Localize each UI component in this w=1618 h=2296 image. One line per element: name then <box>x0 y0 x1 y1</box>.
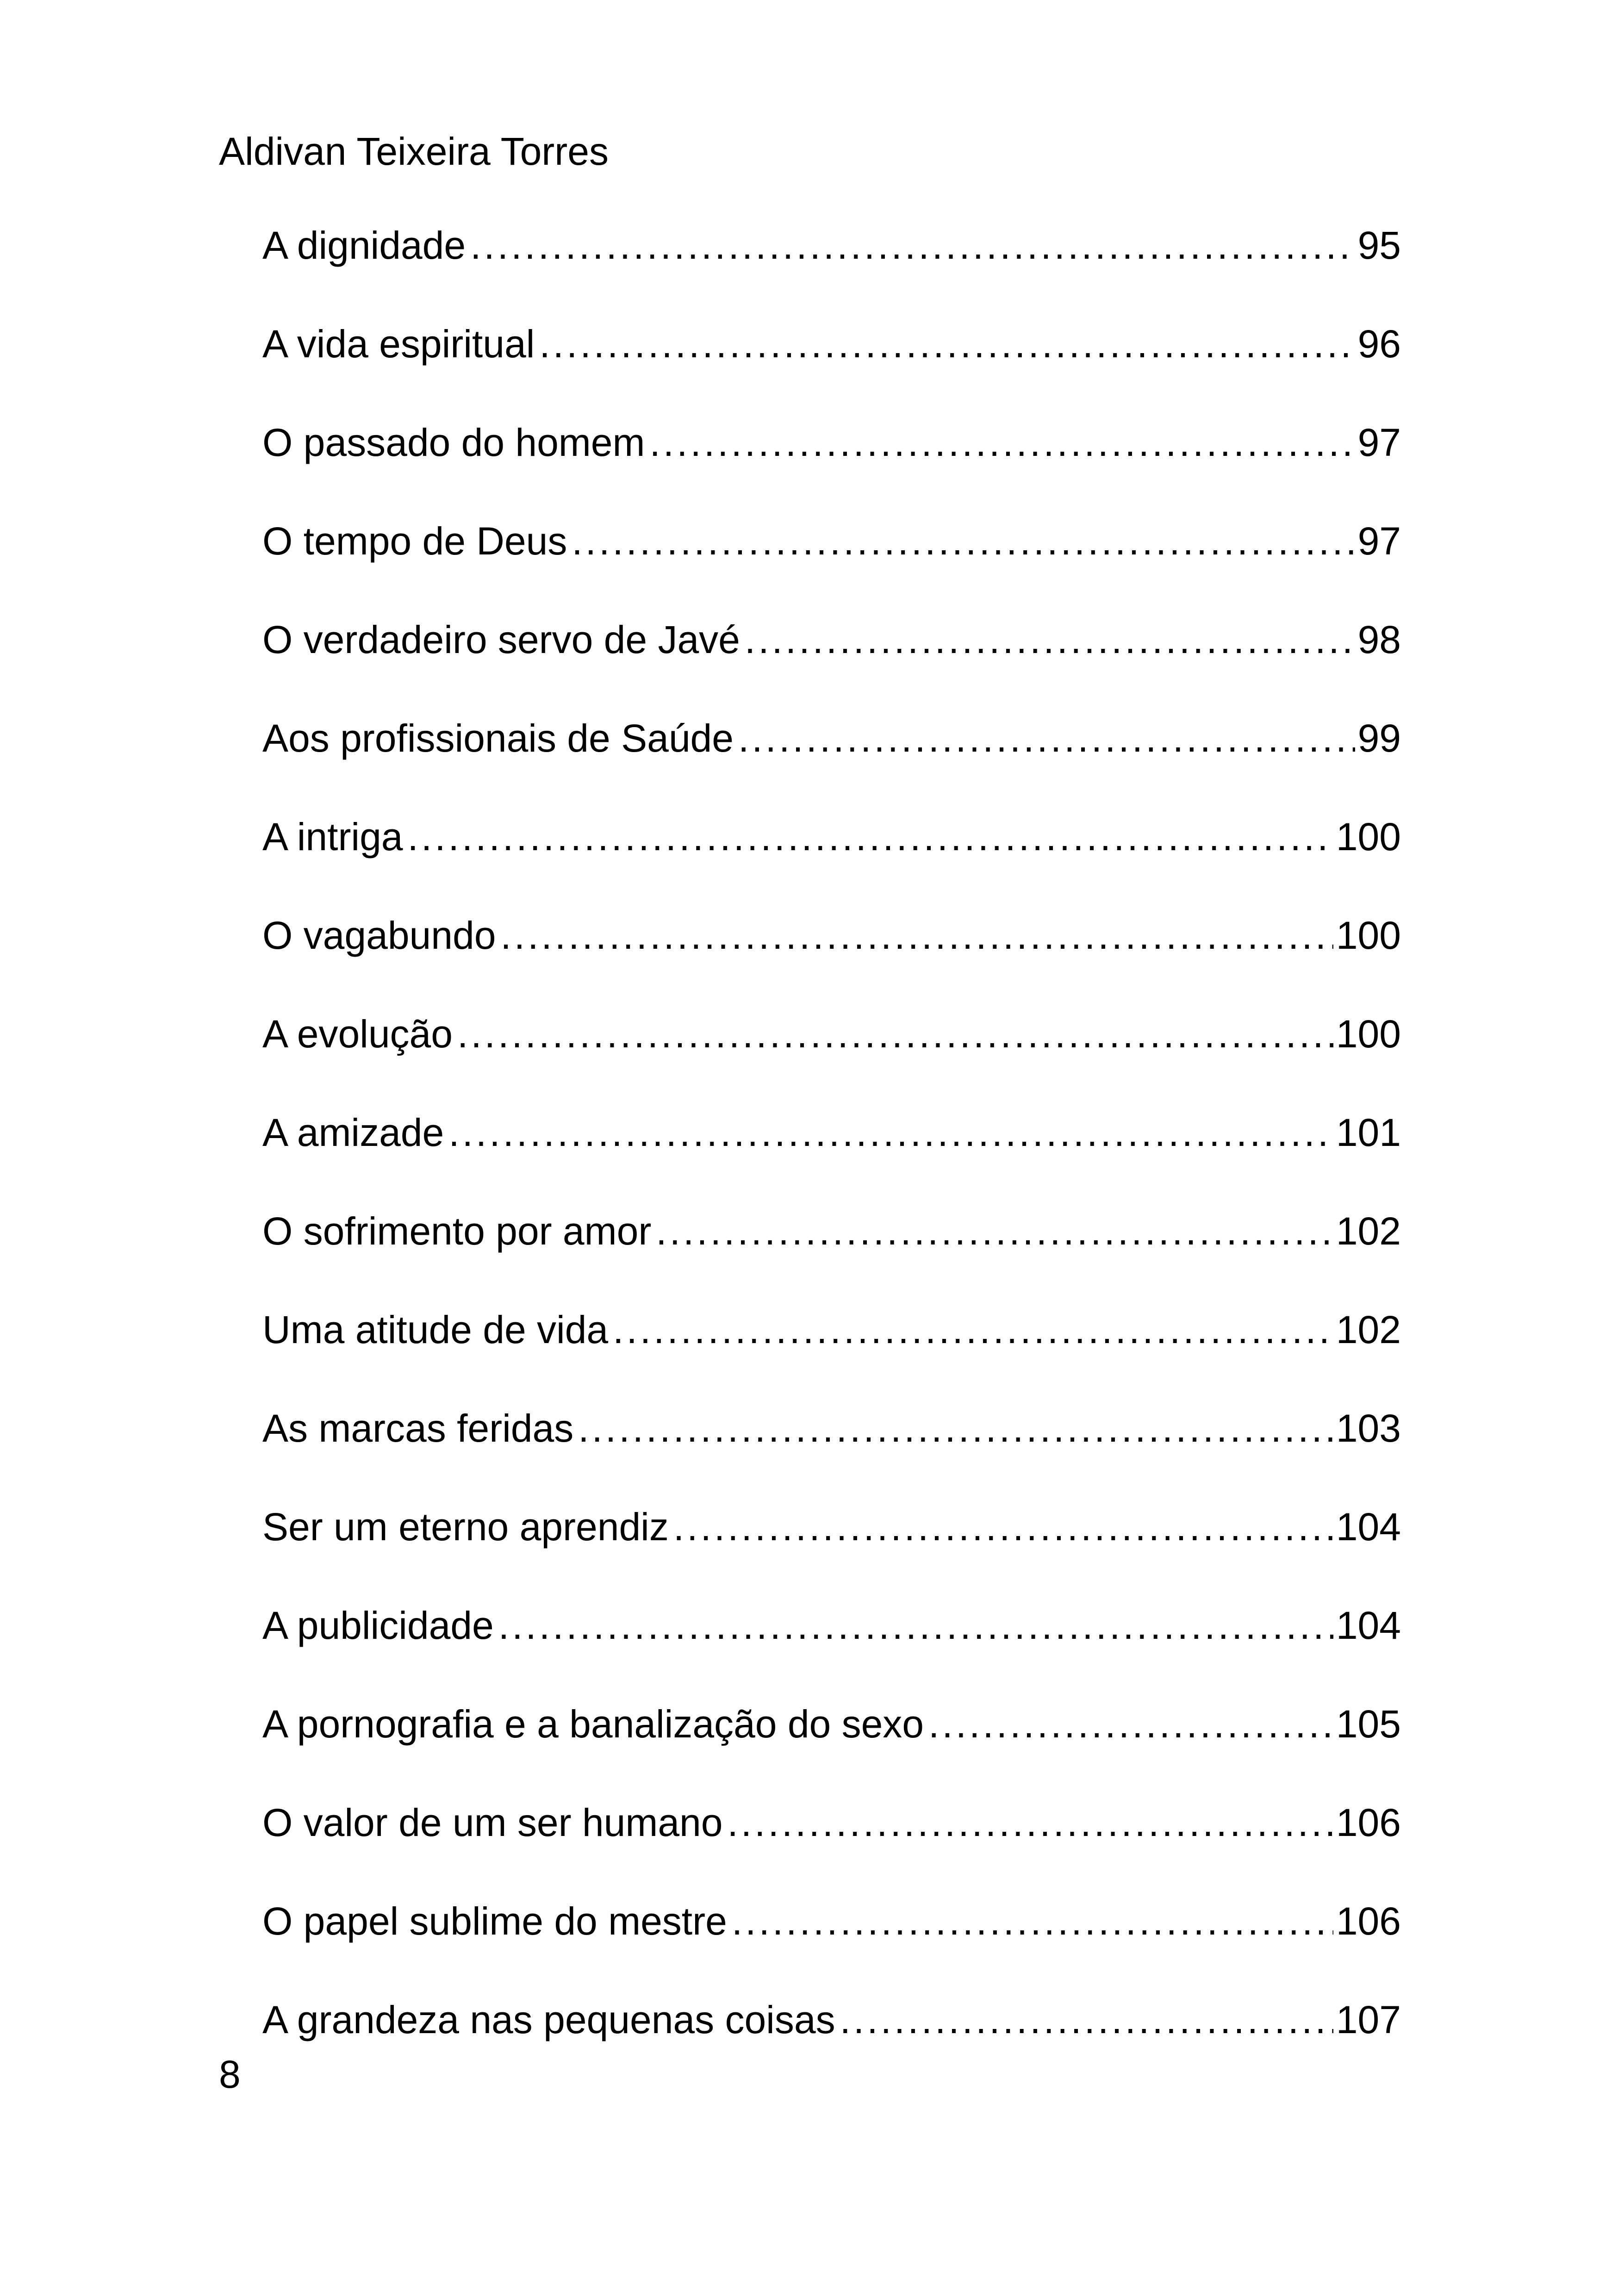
toc-entry-page: 100 <box>1336 1012 1401 1056</box>
toc-entry-title: O verdadeiro servo de Javé <box>262 618 740 661</box>
toc-entry[interactable] <box>262 218 1401 273</box>
toc-entry[interactable] <box>262 1006 1401 1062</box>
toc-dot-leader <box>656 1203 1333 1259</box>
toc-dot-leader <box>613 1302 1333 1357</box>
toc-entry[interactable] <box>262 710 1401 766</box>
toc-entry-page: 100 <box>1336 815 1401 859</box>
toc-entry-title: O vagabundo <box>262 914 496 957</box>
toc-entry-page: 105 <box>1336 1702 1401 1746</box>
toc-entry[interactable] <box>262 1302 1401 1357</box>
toc-dot-leader <box>539 316 1355 372</box>
toc-entry[interactable] <box>262 316 1401 372</box>
toc-entry[interactable] <box>262 1893 1401 1949</box>
toc-entry[interactable] <box>262 612 1401 667</box>
toc-entry-title: A grandeza nas pequenas coisas <box>262 1998 835 2041</box>
toc-entry-page: 97 <box>1357 519 1401 563</box>
toc-entry[interactable] <box>262 1696 1401 1752</box>
toc-dot-leader <box>578 1400 1333 1456</box>
toc-entry-title: A vida espiritual <box>262 322 535 366</box>
toc-entry[interactable] <box>262 1499 1401 1555</box>
toc-entry[interactable] <box>262 1203 1401 1259</box>
toc-entry-title: O valor de um ser humano <box>262 1801 723 1844</box>
toc-dot-leader <box>470 218 1355 273</box>
toc-entry-title: A intriga <box>262 815 403 859</box>
toc-dot-leader <box>840 1992 1333 2047</box>
toc-entry-title: Ser um eterno aprendiz <box>262 1505 669 1549</box>
toc-entry[interactable] <box>262 1400 1401 1456</box>
toc-dot-leader <box>745 612 1355 667</box>
toc-entry-title: Uma atitude de vida <box>262 1308 609 1351</box>
toc-entry-title: A dignidade <box>262 224 466 267</box>
toc-entry-title: A amizade <box>262 1111 444 1154</box>
toc-dot-leader <box>649 415 1355 470</box>
toc-dot-leader <box>928 1696 1333 1752</box>
toc-entry[interactable] <box>262 1992 1401 2047</box>
toc-entry-title: O sofrimento por amor <box>262 1209 652 1253</box>
toc-dot-leader <box>498 1598 1333 1653</box>
toc-entry-page: 102 <box>1336 1308 1401 1351</box>
toc-dot-leader <box>500 908 1333 963</box>
toc-entry[interactable] <box>262 1795 1401 1850</box>
toc-entry-page: 100 <box>1336 914 1401 957</box>
toc-entry-title: A publicidade <box>262 1604 494 1647</box>
toc-entry-title: A pornografia e a banalização do sexo <box>262 1702 924 1746</box>
toc-dot-leader <box>408 809 1333 865</box>
toc-entry-page: 107 <box>1336 1998 1401 2041</box>
toc-entry-title: Aos profissionais de Saúde <box>262 716 734 760</box>
toc-entry[interactable] <box>262 415 1401 470</box>
toc-entry[interactable] <box>262 513 1401 569</box>
toc-dot-leader <box>673 1499 1333 1555</box>
toc-dot-leader <box>727 1795 1333 1850</box>
toc-entry-page: 103 <box>1336 1406 1401 1450</box>
toc-entry-page: 102 <box>1336 1209 1401 1253</box>
toc-entry-page: 95 <box>1357 224 1401 267</box>
toc-dot-leader <box>572 513 1355 569</box>
toc-entry-title: O papel sublime do mestre <box>262 1899 727 1943</box>
toc-entry-page: 98 <box>1357 618 1401 661</box>
toc-entry[interactable] <box>262 1598 1401 1653</box>
toc-entry-page: 104 <box>1336 1505 1401 1549</box>
toc-entry-page: 101 <box>1336 1111 1401 1154</box>
toc-dot-leader <box>457 1006 1333 1062</box>
running-header-author: Aldivan Teixeira Torres <box>219 130 609 173</box>
toc-entry-title: A evolução <box>262 1012 453 1056</box>
toc-dot-leader <box>738 710 1355 766</box>
page-number: 8 <box>219 2053 241 2096</box>
toc-entry-title: As marcas feridas <box>262 1406 574 1450</box>
toc-entry-page: 99 <box>1357 716 1401 760</box>
toc-entry-page: 106 <box>1336 1801 1401 1844</box>
toc-entry-page: 97 <box>1357 421 1401 464</box>
toc-entry-title: O tempo de Deus <box>262 519 567 563</box>
toc-entry[interactable] <box>262 1105 1401 1160</box>
toc-entry-title: O passado do homem <box>262 421 645 464</box>
toc-entry-page: 106 <box>1336 1899 1401 1943</box>
toc-dot-leader <box>448 1105 1333 1160</box>
toc-entry[interactable] <box>262 908 1401 963</box>
toc-entry[interactable] <box>262 809 1401 865</box>
toc-entry-page: 104 <box>1336 1604 1401 1647</box>
toc-dot-leader <box>732 1893 1333 1949</box>
toc-entry-page: 96 <box>1357 322 1401 366</box>
